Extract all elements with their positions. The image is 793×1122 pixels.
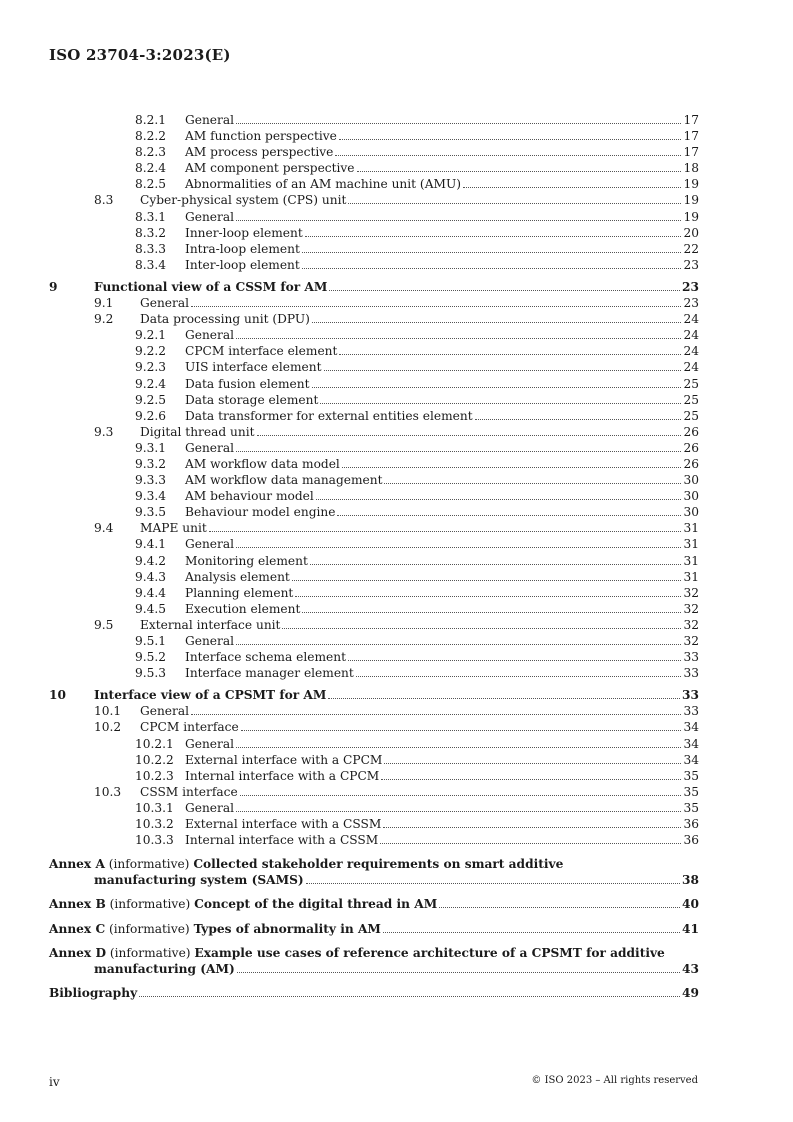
toc-entry-number: 10.2.2	[135, 752, 174, 767]
toc-entry-page: 23	[683, 257, 699, 272]
toc-entry-title: General	[185, 634, 234, 648]
toc-entry-page: 19	[683, 209, 699, 224]
leader-dots	[337, 505, 681, 516]
leader-dots	[282, 618, 681, 629]
leader-dots	[302, 258, 681, 269]
toc-entry-number: 8.2.1	[135, 113, 167, 127]
annex-title: Concept of the digital thread in AM	[194, 897, 438, 912]
leader-dots	[383, 817, 681, 828]
toc-entry-page: 34	[683, 752, 699, 767]
leader-dots	[339, 129, 681, 140]
toc-entry-title: General	[185, 328, 234, 343]
toc-entry-number: 9.4.4	[135, 585, 167, 600]
annex-label: Annex D	[49, 945, 107, 960]
toc-entry-title: Behaviour model engine	[185, 505, 336, 520]
toc-entry-page: 31	[683, 537, 699, 552]
toc-entry-number: 9.4.2	[135, 553, 167, 568]
toc-entry-page: 25	[683, 392, 699, 407]
leader-dots	[475, 409, 681, 420]
toc-entry[interactable]	[49, 144, 699, 160]
leader-dots	[312, 377, 682, 388]
toc-entry-title: MAPE unit	[140, 521, 207, 536]
toc-entry-title: Analysis element	[185, 569, 290, 584]
toc-entry-page: 35	[683, 784, 699, 799]
toc-entry-title: General	[185, 209, 234, 224]
toc-entry-page: 32	[683, 634, 699, 648]
leader-dots	[241, 720, 681, 731]
toc-entry-number: 9.2	[94, 312, 114, 327]
leader-dots	[237, 962, 680, 973]
leader-dots	[236, 113, 681, 124]
toc-entry[interactable]	[49, 649, 699, 665]
annex-type: (informative)	[109, 945, 191, 960]
leader-dots	[236, 328, 681, 339]
toc-entry-page: 17	[683, 113, 699, 127]
toc-entry-title: CPCM interface element	[185, 344, 338, 359]
toc-entry-title: General	[185, 113, 234, 127]
toc-entry-number: 9.2.6	[135, 408, 167, 423]
toc-annex-c[interactable]	[49, 921, 699, 937]
toc-entry-page: 18	[683, 161, 699, 176]
footer-copyright: © ISO 2023 – All rights reserved	[531, 1075, 698, 1086]
toc-entry-page: 26	[683, 440, 699, 455]
toc-entry-page: 36	[683, 833, 699, 848]
annex-page: 41	[682, 921, 699, 936]
toc-entry-number: 10.3.2	[135, 817, 174, 832]
toc-entry-title: Internal interface with a CPCM	[185, 768, 380, 783]
annex-type: (informative)	[109, 897, 191, 912]
toc-entry-number: 9.4.3	[135, 569, 167, 584]
toc-entry-number: 9.4.5	[135, 601, 167, 616]
leader-dots	[329, 280, 680, 291]
footer-page-number: iv	[49, 1075, 60, 1089]
toc-entry-page: 33	[682, 688, 699, 703]
toc-entry-page: 31	[683, 553, 699, 568]
toc-entry[interactable]	[49, 225, 699, 241]
toc-entry-title: External interface with a CSSM	[185, 817, 382, 832]
leader-dots	[236, 801, 681, 812]
toc-entry-page: 31	[683, 569, 699, 584]
toc-entry-number: 8.3.1	[135, 209, 167, 224]
annex-title: Collected stakeholder requirements on smart additive	[193, 857, 564, 872]
toc-entry-title: Cyber-physical system (CPS) unit	[140, 193, 347, 208]
leader-dots	[236, 210, 681, 221]
leader-dots	[302, 602, 681, 613]
toc-entry[interactable]	[49, 327, 699, 343]
toc-entry-title: External interface unit	[140, 617, 281, 632]
toc-entry[interactable]	[49, 832, 699, 848]
toc-entry-title: Abnormalities of an AM machine unit (AMU)	[185, 177, 461, 192]
toc-entry-title: General	[185, 800, 234, 815]
toc-entry-page: 31	[683, 521, 699, 536]
toc-entry[interactable]	[49, 376, 699, 392]
leader-dots	[439, 897, 680, 908]
toc-annex-d[interactable]	[49, 945, 699, 977]
toc-entry-number: 10.1	[94, 704, 122, 719]
toc-entry-number: 9.5	[94, 617, 114, 632]
toc-entry-page: 17	[683, 129, 699, 144]
toc-entry-number: 9.3.3	[135, 473, 167, 488]
toc-entry-title: Data fusion element	[185, 376, 310, 391]
toc-entry-title: AM workflow data management	[185, 473, 383, 488]
toc-entry-page: 34	[683, 720, 699, 735]
toc-entry[interactable]	[49, 703, 699, 719]
toc-entry-page: 17	[683, 145, 699, 160]
toc-entry[interactable]	[49, 816, 699, 832]
toc-entry-number: 9.3.1	[135, 440, 167, 455]
toc-entry[interactable]	[49, 719, 699, 735]
toc-entry[interactable]	[49, 617, 699, 633]
bibliography-page: 49	[682, 985, 699, 1000]
toc-entry[interactable]	[49, 752, 699, 768]
toc-entries	[49, 112, 699, 848]
toc-entry-title: External interface with a CPCM	[185, 752, 383, 767]
toc-entry-page: 33	[683, 704, 699, 719]
toc-entry-number: 9.4	[94, 521, 114, 536]
toc-entry-page: 24	[683, 344, 699, 359]
annex-label: Annex C	[49, 921, 106, 936]
leader-dots	[381, 769, 681, 780]
toc-entry[interactable]	[49, 800, 699, 816]
toc-entry-title: General	[140, 296, 189, 311]
toc-entry-title: Interface manager element	[185, 666, 354, 681]
annex-title-cont: manufacturing (AM)	[94, 961, 235, 976]
table-of-contents	[49, 112, 699, 1001]
leader-dots	[312, 312, 681, 323]
toc-entry-title: CPCM interface	[140, 720, 239, 735]
leader-dots	[342, 457, 681, 468]
leader-dots	[310, 554, 681, 565]
leader-dots	[316, 489, 681, 500]
toc-entry-title: Digital thread unit	[140, 424, 255, 439]
toc-entry-title: AM component perspective	[185, 161, 355, 176]
toc-entry-page: 32	[683, 601, 699, 616]
toc-entry-number: 10	[49, 688, 66, 703]
leader-dots	[356, 666, 681, 677]
toc-entry-page: 26	[683, 456, 699, 471]
toc-entry-number: 10.2.1	[135, 736, 174, 751]
toc-entry-page: 24	[683, 312, 699, 327]
annex-page: 38	[682, 873, 699, 888]
toc-entry-title: Data transformer for external entities element	[185, 408, 473, 423]
leader-dots	[295, 586, 681, 597]
toc-entry-title: Inner-loop element	[185, 225, 303, 240]
toc-entry-title: AM process perspective	[185, 145, 334, 160]
annex-label: Annex B	[49, 897, 106, 912]
toc-entry-title: Planning element	[185, 585, 294, 600]
toc-entry-number: 9	[49, 279, 58, 294]
toc-entry-title: AM behaviour model	[185, 489, 314, 504]
toc-entry-number: 9.3	[94, 424, 114, 439]
leader-dots	[240, 785, 681, 796]
toc-entry-page: 24	[683, 328, 699, 343]
toc-entry-page: 30	[683, 473, 699, 488]
leader-dots	[236, 634, 681, 645]
leader-dots	[209, 521, 681, 532]
toc-entry-title: CSSM interface	[140, 784, 238, 799]
toc-entry[interactable]	[49, 736, 699, 752]
leader-dots	[302, 242, 681, 253]
toc-entry-number: 9.3.4	[135, 489, 167, 504]
toc-entry-number: 8.2.5	[135, 177, 167, 192]
toc-entry[interactable]	[49, 784, 699, 800]
toc-entry[interactable]	[49, 112, 699, 128]
leader-dots	[328, 688, 680, 699]
leader-dots	[236, 537, 681, 548]
toc-entry-number: 9.2.1	[135, 328, 167, 343]
toc-entry[interactable]	[49, 585, 699, 601]
toc-entry[interactable]	[49, 504, 699, 520]
annex-page: 43	[682, 961, 699, 976]
toc-entry[interactable]	[49, 279, 699, 295]
toc-entry-page: 23	[683, 296, 699, 311]
leader-dots	[380, 833, 681, 844]
toc-entry-title: Intra-loop element	[185, 241, 300, 256]
toc-entry-title: General	[185, 537, 234, 552]
toc-entry-title: Functional view of a CSSM for AM	[94, 279, 328, 294]
toc-entry-page: 35	[683, 800, 699, 815]
leader-dots	[236, 737, 681, 748]
leader-dots	[348, 650, 681, 661]
toc-entry-title: General	[140, 704, 189, 719]
toc-entry-number: 9.2.5	[135, 392, 167, 407]
toc-entry-page: 33	[683, 666, 699, 681]
toc-entry[interactable]	[49, 488, 699, 504]
toc-entry-page: 32	[683, 585, 699, 600]
leader-dots	[463, 177, 681, 188]
toc-entry[interactable]	[49, 472, 699, 488]
toc-entry-number: 8.2.2	[135, 129, 167, 144]
toc-entry-number: 9.5.2	[135, 650, 167, 665]
leader-dots	[357, 161, 681, 172]
annex-type: (informative)	[108, 857, 190, 872]
toc-entry[interactable]	[49, 440, 699, 456]
leader-dots	[306, 873, 680, 884]
toc-entry-page: 30	[683, 489, 699, 504]
toc-entry-page: 30	[683, 505, 699, 520]
toc-entry[interactable]	[49, 160, 699, 176]
toc-entry[interactable]	[49, 553, 699, 569]
toc-entry-title: Interface schema element	[185, 650, 346, 665]
toc-entry-page: 22	[683, 241, 699, 256]
toc-entry-page: 32	[683, 617, 699, 632]
leader-dots	[292, 570, 681, 581]
toc-entry-page: 20	[683, 225, 699, 240]
toc-entry-number: 10.3	[94, 784, 122, 799]
toc-entry-number: 8.2.3	[135, 145, 167, 160]
leader-dots	[339, 344, 681, 355]
toc-entry-number: 10.3.3	[135, 833, 174, 848]
toc-entry[interactable]	[49, 343, 699, 359]
toc-entry[interactable]	[49, 601, 699, 617]
toc-entry-title: AM workflow data model	[185, 456, 340, 471]
toc-entry-title: UIS interface element	[185, 360, 322, 375]
leader-dots	[191, 296, 681, 307]
toc-entry-number: 9.2.4	[135, 376, 167, 391]
toc-entry-number: 8.3.4	[135, 257, 167, 272]
toc-entry-number: 9.1	[94, 296, 114, 311]
annex-type: (informative)	[109, 921, 190, 936]
toc-entry[interactable]	[49, 359, 699, 375]
toc-entry-number: 9.2.2	[135, 344, 167, 359]
annex-label: Annex A	[49, 857, 105, 872]
toc-entry-page: 36	[683, 817, 699, 832]
toc-entry-number: 9.5.1	[135, 634, 167, 648]
toc-entry[interactable]	[49, 176, 699, 192]
toc-entry[interactable]	[49, 536, 699, 552]
toc-entry[interactable]	[49, 295, 699, 311]
toc-entry[interactable]	[49, 665, 699, 681]
annex-title: Example use cases of reference architecture of a CPSMT for additive	[194, 945, 665, 960]
toc-entry-number: 9.5.3	[135, 666, 167, 681]
toc-entry-page: 34	[683, 736, 699, 751]
annex-page: 40	[682, 897, 699, 912]
toc-entry-title: Internal interface with a CSSM	[185, 833, 379, 848]
leader-dots	[305, 226, 681, 237]
toc-entry[interactable]	[49, 392, 699, 408]
annex-title-cont: manufacturing system (SAMS)	[94, 873, 304, 888]
leader-dots	[348, 193, 681, 204]
toc-entry[interactable]	[49, 257, 699, 273]
toc-entry-title: General	[185, 440, 234, 455]
toc-entry-number: 9.4.1	[135, 537, 167, 552]
toc-entry-number: 10.3.1	[135, 800, 174, 815]
toc-entry-page: 26	[683, 424, 699, 439]
toc-entry[interactable]	[49, 209, 699, 225]
toc-entry[interactable]	[49, 687, 699, 703]
leader-dots	[257, 425, 681, 436]
toc-entry-page: 35	[683, 768, 699, 783]
toc-entry-number: 8.3	[94, 193, 114, 208]
bibliography-label: Bibliography	[49, 985, 138, 1000]
toc-entry[interactable]	[49, 408, 699, 424]
leader-dots	[191, 704, 681, 715]
toc-entry[interactable]	[49, 520, 699, 536]
toc-bibliography[interactable]	[49, 985, 699, 1001]
leader-dots	[383, 922, 680, 933]
toc-entry[interactable]	[49, 633, 699, 649]
toc-entry-title: Data storage element	[185, 392, 319, 407]
page-header-title: ISO 23704-3:2023(E)	[49, 46, 231, 64]
toc-annex-b[interactable]	[49, 896, 699, 912]
toc-entry[interactable]	[49, 311, 699, 327]
toc-entry-title: AM function perspective	[185, 129, 337, 144]
toc-entry-page: 25	[683, 376, 699, 391]
toc-entry[interactable]	[49, 241, 699, 257]
toc-entry-title: Monitoring element	[185, 553, 308, 568]
toc-entry-page: 19	[683, 177, 699, 192]
leader-dots	[335, 145, 681, 156]
toc-entry-number: 9.2.3	[135, 360, 167, 375]
leader-dots	[384, 753, 681, 764]
leader-dots	[320, 393, 681, 404]
toc-entry[interactable]	[49, 768, 699, 784]
toc-entry-number: 10.2.3	[135, 768, 174, 783]
toc-entry-title: General	[185, 736, 234, 751]
toc-entry-title: Interface view of a CPSMT for AM	[94, 688, 327, 703]
toc-entry-page: 33	[683, 650, 699, 665]
toc-entry[interactable]	[49, 424, 699, 440]
toc-entry-page: 19	[683, 193, 699, 208]
toc-entry-number: 9.3.2	[135, 456, 167, 471]
toc-entry-page: 23	[682, 279, 699, 294]
toc-entry-number: 8.3.2	[135, 225, 167, 240]
annex-title: Types of abnormality in AM	[193, 921, 381, 936]
leader-dots	[139, 986, 680, 997]
toc-entry[interactable]	[49, 128, 699, 144]
toc-entry-title: Data processing unit (DPU)	[140, 312, 310, 327]
leader-dots	[324, 360, 681, 371]
toc-entry[interactable]	[49, 569, 699, 585]
toc-annex-a[interactable]	[49, 856, 699, 888]
leader-dots	[384, 473, 681, 484]
toc-entry-page: 24	[683, 360, 699, 375]
toc-entry-title: Execution element	[185, 601, 301, 616]
toc-entry-number: 8.2.4	[135, 161, 167, 176]
toc-entry[interactable]	[49, 192, 699, 208]
toc-entry-title: Inter-loop element	[185, 257, 300, 272]
toc-entry-number: 8.3.3	[135, 241, 167, 256]
leader-dots	[236, 441, 681, 452]
toc-entry[interactable]	[49, 456, 699, 472]
toc-entry-number: 10.2	[94, 720, 122, 735]
toc-entry-page: 25	[683, 408, 699, 423]
toc-entry-number: 9.3.5	[135, 505, 167, 520]
